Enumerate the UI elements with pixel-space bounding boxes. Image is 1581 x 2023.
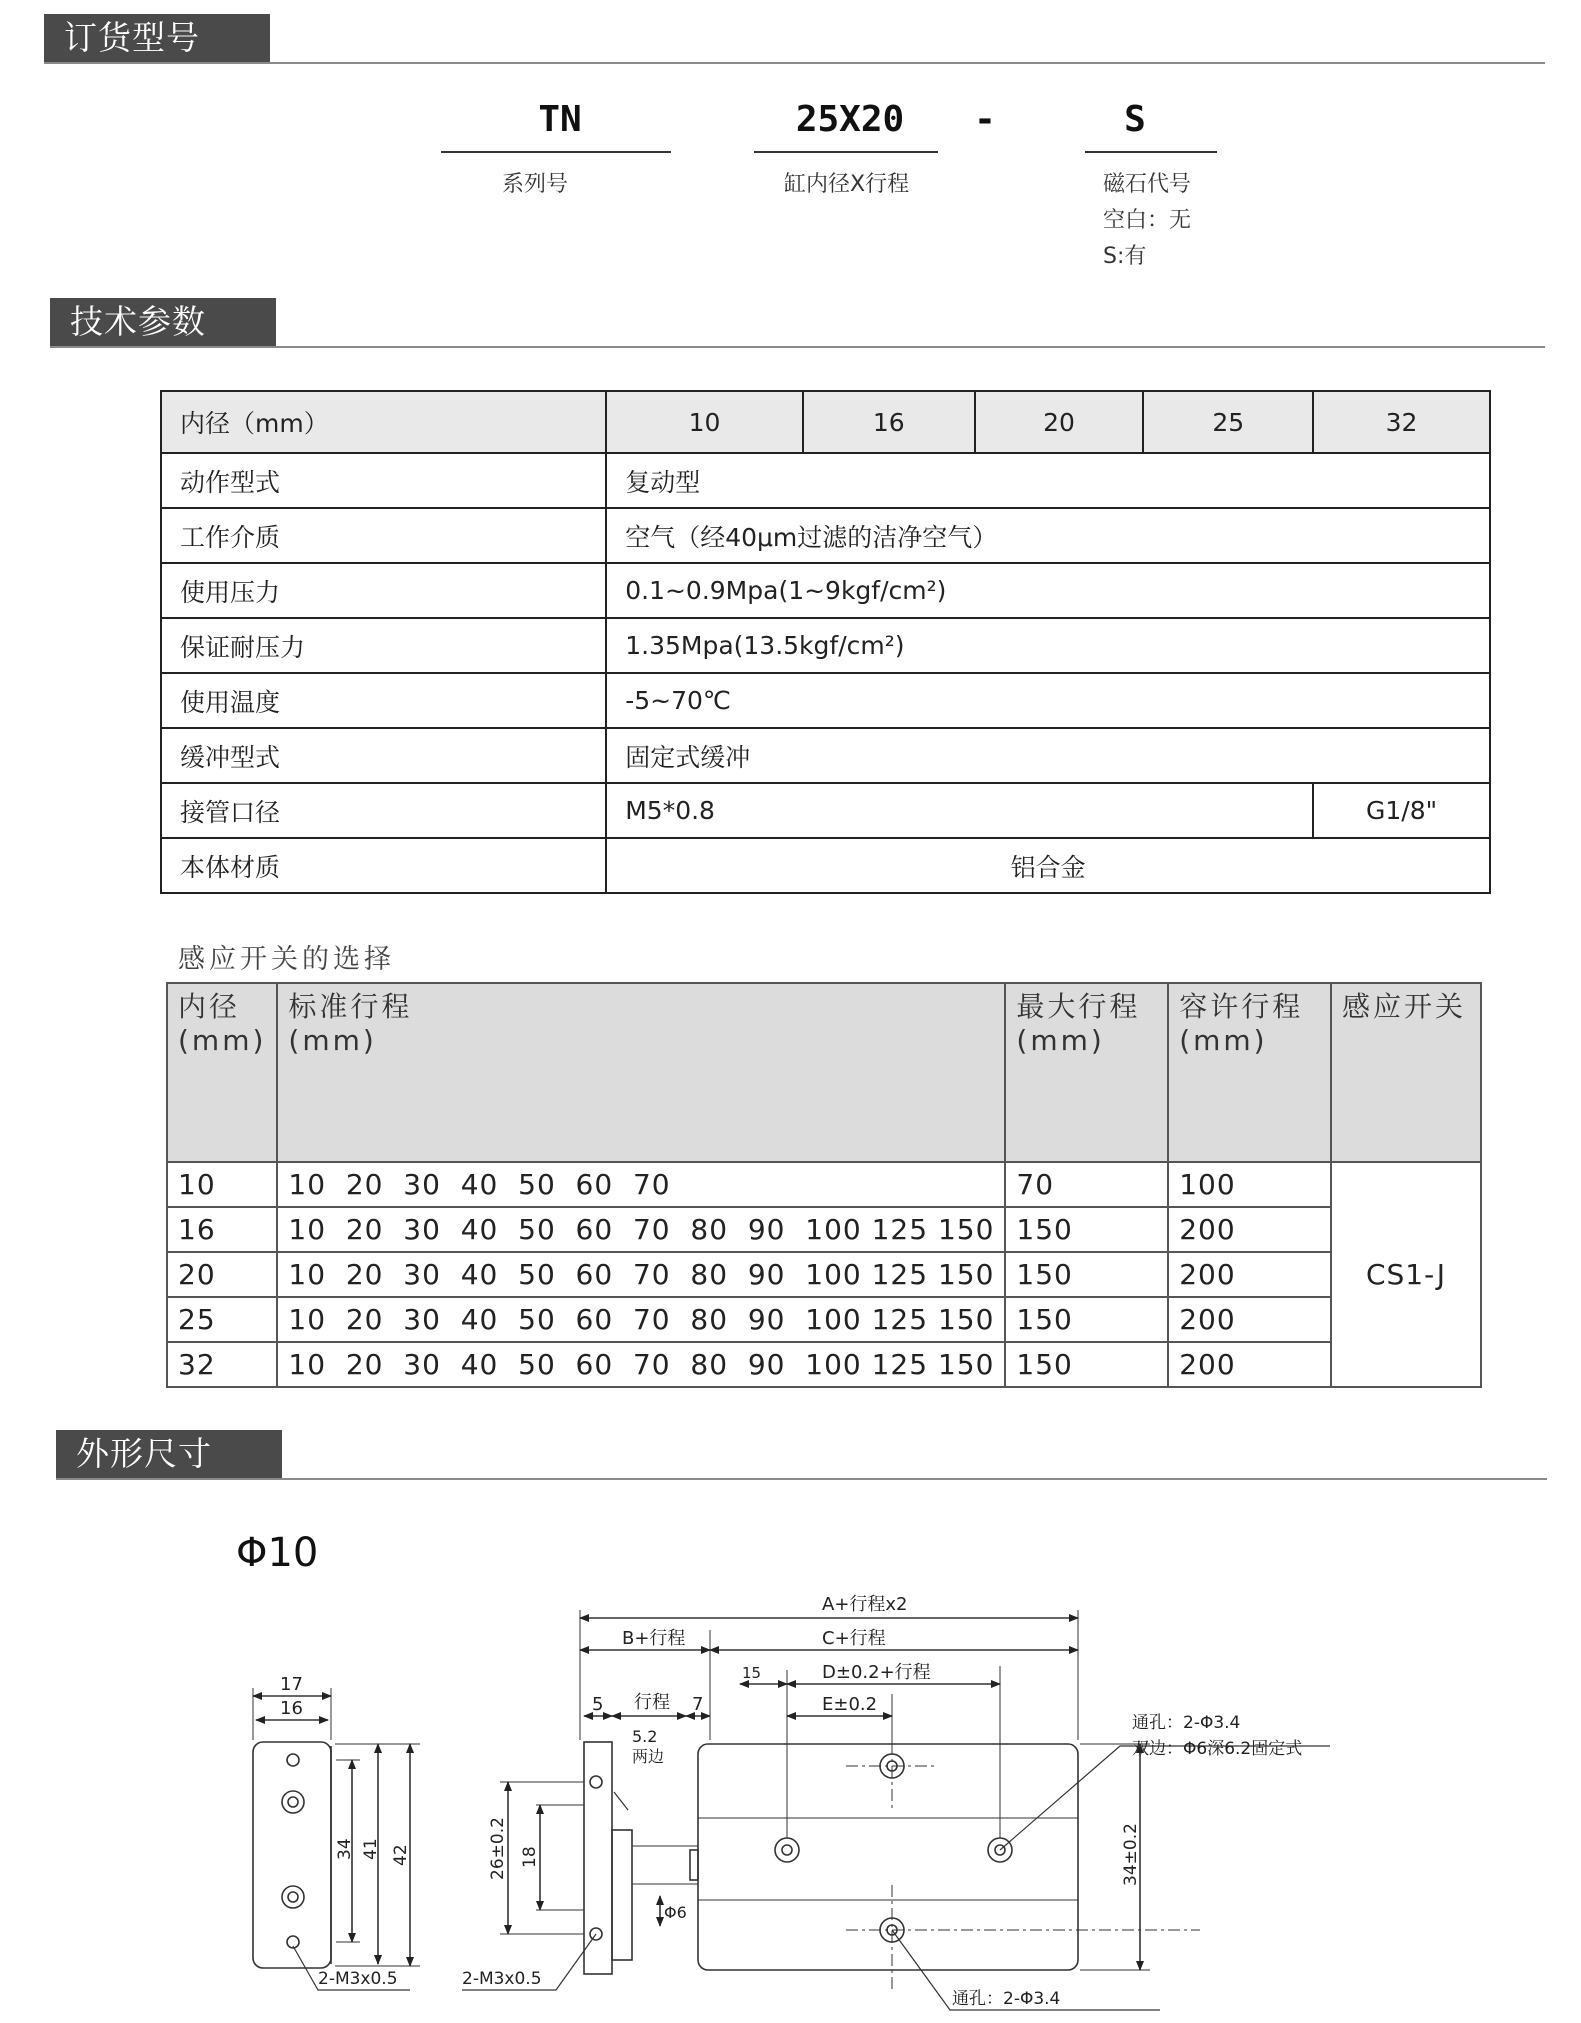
row-label: 动作型式 xyxy=(161,453,606,508)
row-label: 保证耐压力 xyxy=(161,618,606,673)
tech-spec-table xyxy=(160,390,1491,894)
table-row xyxy=(161,618,1490,673)
section-divider xyxy=(50,346,1545,348)
bore-cell: 25 xyxy=(167,1297,277,1342)
strokes-cell: 10 20 30 40 50 60 70 80 90 100 125 150 xyxy=(277,1342,1005,1387)
label-26: 26±0.2 xyxy=(488,1817,508,1880)
port-small-value: M5*0.8 xyxy=(606,783,1313,838)
label-a: A+行程x2 xyxy=(822,1594,908,1615)
label-18: 18 xyxy=(520,1846,540,1868)
size-code: 25X20 xyxy=(795,99,905,140)
label-34: 34 xyxy=(335,1838,355,1860)
strokes-cell: 10 20 30 40 50 60 70 80 90 100 125 150 xyxy=(277,1297,1005,1342)
dash: - xyxy=(974,99,996,140)
switch-model-cell: CS1-J xyxy=(1331,1162,1481,1387)
label-16: 16 xyxy=(280,1698,303,1719)
max-stroke-header xyxy=(1005,983,1168,1162)
row-value: -5~70℃ xyxy=(606,673,1490,728)
mount-hole-inner xyxy=(782,1845,792,1855)
switch-header: 感应开关 xyxy=(1331,983,1481,1162)
table-row xyxy=(167,1252,1481,1297)
order-code-block xyxy=(0,95,1581,275)
strokes-cell: 10 20 30 40 50 60 70 xyxy=(277,1162,1005,1207)
section-divider xyxy=(44,62,1545,64)
row-value: 0.1~0.9Mpa(1~9kgf/cm²) xyxy=(606,563,1490,618)
dimension-drawing xyxy=(0,1570,1581,2023)
sensor-selection-table xyxy=(166,982,1482,1388)
row-value: 空气（经40μm过滤的洁净空气） xyxy=(606,508,1490,563)
table-row xyxy=(167,1297,1481,1342)
section-title: 外形尺寸 xyxy=(56,1430,282,1478)
magnet-underline xyxy=(1085,151,1217,153)
magnet-none: 空白：无 xyxy=(1103,208,1192,233)
side-view-body xyxy=(253,1742,331,1968)
bore-value: 16 xyxy=(803,391,975,453)
label-7: 7 xyxy=(692,1694,704,1715)
piston-rod xyxy=(612,1830,632,1960)
mount-hole xyxy=(775,1838,799,1862)
row-label: 使用温度 xyxy=(161,673,606,728)
header-unit: (mm) xyxy=(288,1024,377,1057)
row-label: 接管口径 xyxy=(161,783,606,838)
row-value: 复动型 xyxy=(606,453,1490,508)
magnet-label: 磁石代号 xyxy=(1103,172,1192,197)
bore-value: 10 xyxy=(606,391,803,453)
bore-cell: 32 xyxy=(167,1342,277,1387)
port-large-value: G1/8" xyxy=(1313,783,1490,838)
leader-line xyxy=(614,1792,628,1810)
allow-cell: 200 xyxy=(1168,1252,1331,1297)
label-17: 17 xyxy=(280,1674,303,1695)
bore-header: 内径（mm） xyxy=(161,391,606,453)
label-41: 41 xyxy=(361,1838,381,1860)
allow-cell: 200 xyxy=(1168,1297,1331,1342)
allow-stroke-header xyxy=(1168,983,1331,1162)
allow-cell: 200 xyxy=(1168,1207,1331,1252)
row-value: 1.35Mpa(13.5kgf/cm²) xyxy=(606,618,1490,673)
sensor-table-title: 感应开关的选择 xyxy=(178,944,395,975)
max-cell: 150 xyxy=(1005,1207,1168,1252)
row-label: 本体材质 xyxy=(161,838,606,893)
std-stroke-header xyxy=(277,983,1005,1162)
label-d: D±0.2+行程 xyxy=(822,1662,931,1683)
section-title: 技术参数 xyxy=(50,298,276,346)
section-header-tech xyxy=(0,298,1581,360)
bore-value: 25 xyxy=(1143,391,1313,453)
header-text: 内径 xyxy=(178,990,241,1023)
table-row xyxy=(161,838,1490,893)
row-label: 使用压力 xyxy=(161,563,606,618)
row-value: 固定式缓冲 xyxy=(606,728,1490,783)
header-text: 容许行程 xyxy=(1179,990,1304,1023)
label-phi6: Φ6 xyxy=(664,1903,687,1922)
bore-value: 32 xyxy=(1313,391,1490,453)
max-cell: 70 xyxy=(1005,1162,1168,1207)
section-header-order xyxy=(0,14,1581,76)
table-row xyxy=(167,1207,1481,1252)
label-e: E±0.2 xyxy=(822,1694,878,1715)
label-c: C+行程 xyxy=(822,1628,886,1649)
bore-hole-inner xyxy=(288,1892,298,1902)
table-row xyxy=(167,983,1481,1162)
hole-note-1: 通孔：2-Φ3.4 xyxy=(1132,1713,1241,1733)
table-row xyxy=(161,391,1490,453)
series-code: TN xyxy=(538,99,582,140)
tap-hole xyxy=(590,1776,602,1788)
allow-cell: 100 xyxy=(1168,1162,1331,1207)
table-row xyxy=(161,508,1490,563)
table-row xyxy=(161,453,1490,508)
label-34b: 34±0.2 xyxy=(1121,1823,1141,1886)
table-row xyxy=(161,728,1490,783)
section-divider xyxy=(56,1478,1547,1480)
table-row xyxy=(161,563,1490,618)
bore-hole xyxy=(282,1791,304,1813)
hole-note-3: 通孔：2-Φ3.4 xyxy=(952,1989,1061,2009)
bore-cell: 10 xyxy=(167,1162,277,1207)
table-row xyxy=(161,673,1490,728)
strokes-cell: 10 20 30 40 50 60 70 80 90 100 125 150 xyxy=(277,1252,1005,1297)
bore-value: 20 xyxy=(975,391,1144,453)
tap-hole xyxy=(287,1754,299,1766)
row-label: 缓冲型式 xyxy=(161,728,606,783)
header-unit: (mm) xyxy=(1179,1024,1268,1057)
table-row xyxy=(167,1162,1481,1207)
series-label: 系列号 xyxy=(502,172,569,197)
label-b: B+行程 xyxy=(622,1628,686,1649)
label-m3-left: 2-M3x0.5 xyxy=(318,1969,398,1989)
strokes-cell: 10 20 30 40 50 60 70 80 90 100 125 150 xyxy=(277,1207,1005,1252)
material-value: 铝合金 xyxy=(606,838,1490,893)
bore-cell: 16 xyxy=(167,1207,277,1252)
label-42: 42 xyxy=(391,1844,411,1866)
section-title: 订货型号 xyxy=(44,14,270,62)
leader-line xyxy=(1000,1746,1330,1850)
row-label: 工作介质 xyxy=(161,508,606,563)
bore-size-title: Φ10 xyxy=(236,1530,319,1576)
max-cell: 150 xyxy=(1005,1297,1168,1342)
header-text: 最大行程 xyxy=(1016,990,1141,1023)
label-5-2: 5.2 xyxy=(632,1727,658,1746)
max-cell: 150 xyxy=(1005,1342,1168,1387)
label-both-sides: 两边 xyxy=(632,1747,665,1766)
header-unit: (mm) xyxy=(1016,1024,1105,1057)
label-5: 5 xyxy=(592,1694,604,1715)
table-row xyxy=(167,1342,1481,1387)
size-underline xyxy=(754,151,938,153)
label-stroke: 行程 xyxy=(634,1692,670,1713)
allow-cell: 200 xyxy=(1168,1342,1331,1387)
header-text: 标准行程 xyxy=(288,990,413,1023)
bore-hole xyxy=(282,1886,304,1908)
section-header-dims xyxy=(0,1430,1581,1492)
bore-header xyxy=(167,983,277,1162)
hole-note-2: 双边：Φ6深6.2固定式 xyxy=(1132,1739,1303,1759)
label-m3-mid: 2-M3x0.5 xyxy=(462,1969,542,1989)
magnet-yes: S:有 xyxy=(1103,244,1147,269)
bore-hole-inner xyxy=(288,1797,298,1807)
magnet-code: S xyxy=(1124,99,1146,140)
bore-cell: 20 xyxy=(167,1252,277,1297)
size-label: 缸内径X行程 xyxy=(784,172,910,197)
stopper xyxy=(690,1850,698,1880)
label-15: 15 xyxy=(742,1664,762,1682)
table-row xyxy=(161,783,1490,838)
max-cell: 150 xyxy=(1005,1252,1168,1297)
series-underline xyxy=(441,151,671,153)
header-unit: (mm) xyxy=(178,1024,267,1057)
